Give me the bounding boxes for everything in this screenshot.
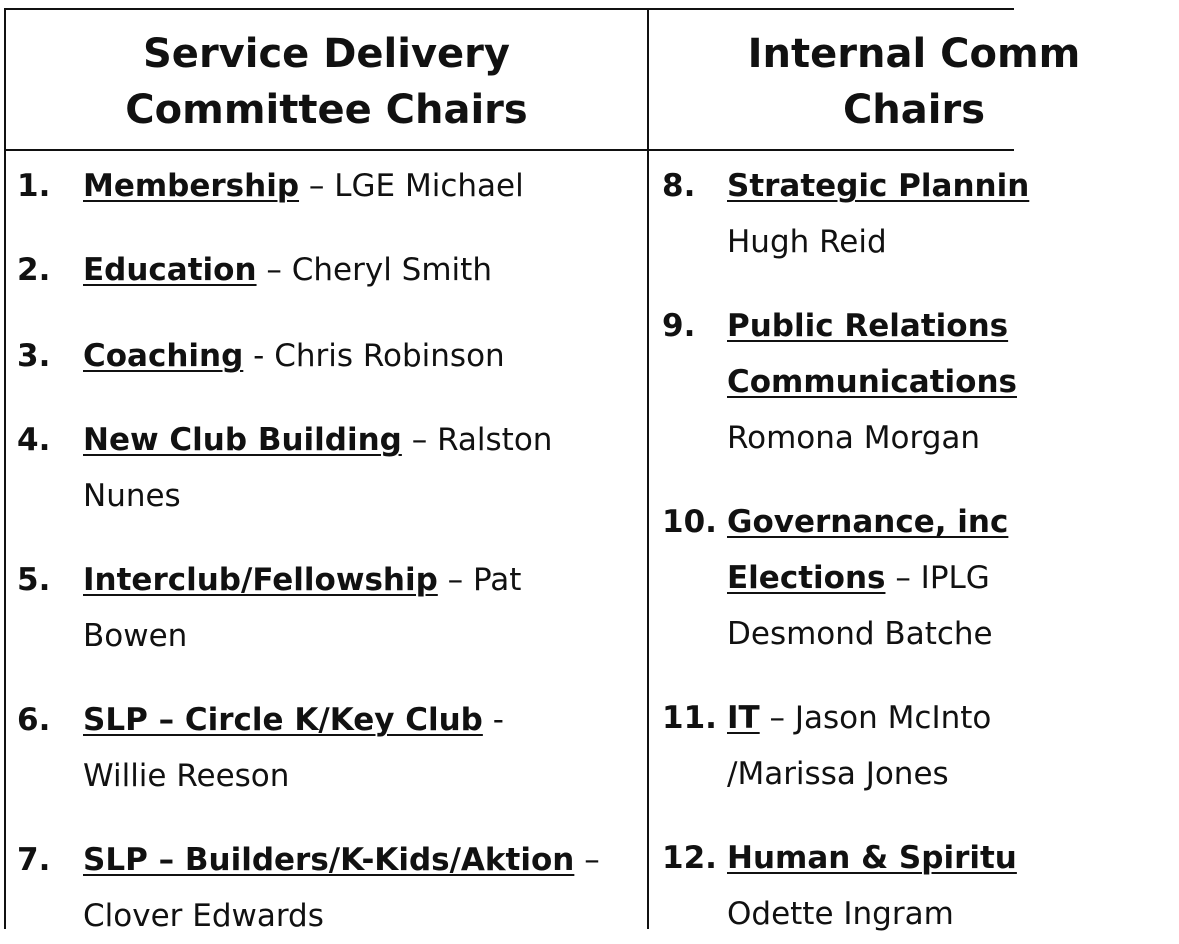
chair-name-continued: Hugh Reid [727, 224, 887, 260]
table-left-border [4, 8, 6, 929]
list-number: 5. [17, 562, 51, 598]
chair-name-continued: Odette Ingram [727, 896, 954, 932]
list-item [83, 832, 600, 888]
chair-name: - Chris Robinson [243, 338, 505, 374]
committee-name: Public Relations [727, 308, 1009, 344]
chair-name: – Cheryl Smith [256, 252, 492, 288]
list-item [83, 328, 505, 384]
committee-name-continued [727, 354, 1017, 410]
list-item [83, 552, 521, 608]
list-item [727, 158, 1029, 214]
committee-name-continued [727, 550, 990, 606]
committee-name: Elections [727, 560, 886, 596]
committee-name: Communications [727, 364, 1017, 400]
chair-name-continued: /Marissa Jones [727, 756, 949, 792]
committee-name: IT [727, 700, 760, 736]
chair-name-continued: Nunes [83, 478, 181, 514]
table-top-border [4, 8, 1014, 10]
chair-name: – [574, 842, 600, 878]
chair-name-continued: Bowen [83, 618, 188, 654]
list-item [727, 830, 1017, 886]
committee-name: Education [83, 252, 257, 288]
list-item [727, 690, 991, 746]
list-number: 3. [17, 338, 51, 374]
header-line: Service Delivery [143, 31, 510, 77]
list-number: 1. [17, 168, 51, 204]
chair-name-continued: Romona Morgan [727, 420, 981, 456]
list-number: 7. [17, 842, 51, 878]
list-item [83, 158, 524, 214]
list-item [83, 412, 552, 468]
committee-name: Governance, inc [727, 504, 1009, 540]
list-number: 2. [17, 252, 51, 288]
table-column-divider [647, 8, 649, 929]
chair-name-continued: Willie Reeson [83, 758, 290, 794]
committee-name: Human & Spiritu [727, 840, 1017, 876]
chair-name: – Ralston [401, 422, 553, 458]
list-item [727, 298, 1008, 354]
list-number: 8. [662, 168, 696, 204]
internal-committee-header [649, 26, 1179, 138]
header-line: Internal Comm [747, 31, 1081, 77]
chair-name: – Jason McInto [759, 700, 992, 736]
header-line: Chairs [842, 87, 986, 133]
list-number: 9. [662, 308, 696, 344]
list-number: 10. [662, 504, 717, 540]
committee-name: New Club Building [83, 422, 402, 458]
committee-name: Interclub/Fellowship [83, 562, 438, 598]
chair-name: – LGE Michael [299, 168, 524, 204]
header-line: Committee Chairs [125, 87, 528, 133]
committee-name: Strategic Plannin [727, 168, 1030, 204]
chair-name: - [482, 702, 504, 738]
list-number: 11. [662, 700, 717, 736]
chair-name-continued: Desmond Batche [727, 616, 993, 652]
list-item [727, 494, 1008, 550]
chair-name: – Pat [437, 562, 522, 598]
list-item [83, 242, 492, 298]
list-number: 6. [17, 702, 51, 738]
chair-name-continued: Clover Edwards [83, 898, 324, 934]
list-number: 12. [662, 840, 717, 876]
table-header-divider [4, 149, 1014, 151]
committee-name: SLP – Circle K/Key Club [83, 702, 483, 738]
committee-name: Coaching [83, 338, 244, 374]
committee-name: SLP – Builders/K-Kids/Aktion [83, 842, 575, 878]
service-delivery-header [6, 26, 647, 138]
list-item [83, 692, 504, 748]
committee-name: Membership [83, 168, 300, 204]
list-number: 4. [17, 422, 51, 458]
chair-name: – IPLG [885, 560, 990, 596]
